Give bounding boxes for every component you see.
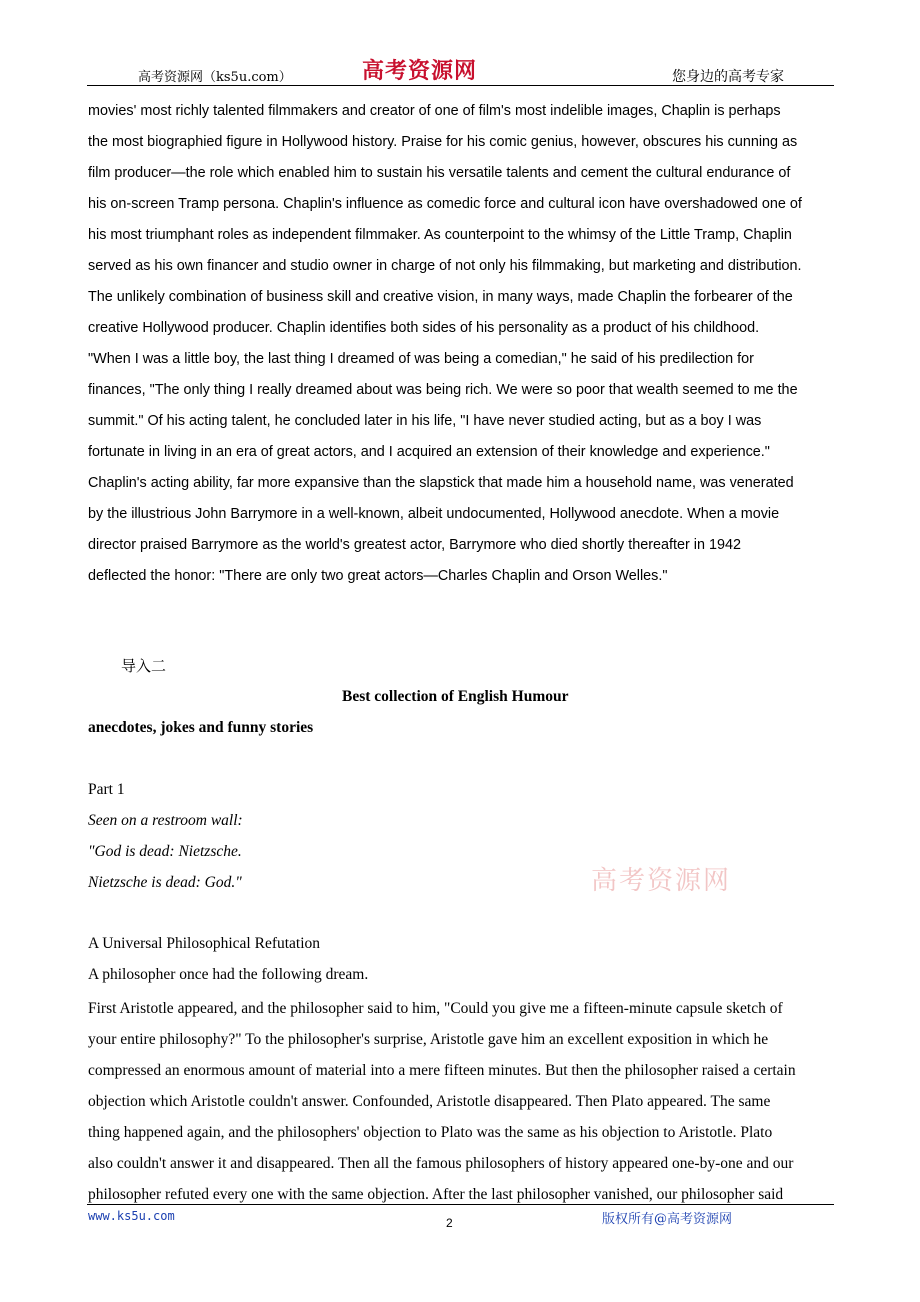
text-line: objection which Aristotle couldn't answer. Confounded, Aristotle disappeared. Then Plato appeared. The same bbox=[88, 1093, 771, 1110]
story-title: A Universal Philosophical Refutation bbox=[88, 935, 321, 952]
footer-copyright: 版权所有@高考资源网 bbox=[602, 1212, 733, 1227]
text-line: "When I was a little boy, the last thing I dreamed of was being a comedian," he said of his predilection for bbox=[88, 351, 754, 367]
text-line: also couldn't answer it and disappeared. Then all the famous philosophers of history appeared one-by-one and our bbox=[88, 1155, 794, 1172]
text-line: philosopher refuted every one with the same objection. After the last philosopher vanished, our philosopher said bbox=[88, 1186, 784, 1203]
quote-line: Nietzsche is dead: God." bbox=[88, 874, 242, 891]
text-line: film producer—the role which enabled him to sustain his versatile talents and cement the cultural endurance of bbox=[88, 165, 791, 181]
header-slogan: 您身边的高考专家 bbox=[672, 69, 784, 85]
intro-paragraph bbox=[88, 96, 840, 592]
text-line: your entire philosophy?" To the philosopher's surprise, Aristotle gave him an excellent exposition in which he bbox=[88, 1031, 769, 1048]
text-line: finances, "The only thing I really dreamed about was being rich. We were so poor that wealth seemed to me the bbox=[88, 382, 798, 398]
header-site-name: 高考资源网（ks5u.com） bbox=[138, 70, 292, 85]
page-number: 2 bbox=[446, 1216, 453, 1230]
text-line: his most triumphant roles as independent filmmaker. As counterpoint to the whimsy of the Little Tramp, Chaplin bbox=[88, 227, 792, 243]
watermark: 高考资源网 bbox=[591, 866, 732, 896]
text-line: served as his own financer and studio owner in charge of not only his filmmaking, but marketing and distribution. bbox=[88, 258, 802, 274]
section-label: 导入二 bbox=[121, 657, 167, 675]
section-title: Best collection of English Humour bbox=[342, 688, 569, 705]
text-line: deflected the honor: "There are only two great actors—Charles Chaplin and Orson Welles." bbox=[88, 568, 668, 584]
text-line: movies' most richly talented filmmakers and creator of one of film's most indelible images, Chaplin is perhaps bbox=[88, 103, 781, 119]
text-line: The unlikely combination of business skill and creative vision, in many ways, made Chaplin the forbearer of the bbox=[88, 289, 793, 305]
section-subtitle: anecdotes, jokes and funny stories bbox=[88, 719, 314, 736]
text-line: director praised Barrymore as the world's greatest actor, Barrymore who died shortly thereafter in 1942 bbox=[88, 537, 742, 553]
text-line: creative Hollywood producer. Chaplin identifies both sides of his personality as a product of his childhood. bbox=[88, 320, 760, 336]
text-line: by the illustrious John Barrymore in a well-known, albeit undocumented, Hollywood anecdote. When a movie bbox=[88, 506, 780, 522]
story-intro: A philosopher once had the following dream. bbox=[88, 966, 369, 983]
part-label: Part 1 bbox=[88, 781, 125, 798]
footer-website-link[interactable]: www.ks5u.com bbox=[88, 1209, 175, 1223]
text-line: compressed an enormous amount of material into a mere fifteen minutes. But then the philosopher raised a certain bbox=[88, 1062, 796, 1079]
quote-line: "God is dead: Nietzsche. bbox=[88, 843, 242, 860]
footer-divider bbox=[87, 1204, 834, 1205]
text-line: Chaplin's acting ability, far more expansive than the slapstick that made him a household name, was venerated bbox=[88, 475, 794, 491]
story-paragraph bbox=[88, 993, 833, 1210]
header-divider bbox=[87, 85, 834, 86]
text-line: fortunate in living in an era of great actors, and I acquired an extension of their knowledge and experience." bbox=[88, 444, 770, 460]
text-line: First Aristotle appeared, and the philosopher said to him, "Could you give me a fifteen-minute capsule sketch of bbox=[88, 1000, 783, 1017]
text-line: summit." Of his acting talent, he concluded later in his life, "I have never studied acting, but as a boy I was bbox=[88, 413, 762, 429]
text-line: his on-screen Tramp persona. Chaplin's influence as comedic force and cultural icon have overshadowed one of bbox=[88, 196, 802, 212]
text-line: the most biographied figure in Hollywood history. Praise for his comic genius, however, obscures his cunning as bbox=[88, 134, 798, 150]
text-line: thing happened again, and the philosophers' objection to Plato was the same as his objection to Aristotle. Plato bbox=[88, 1124, 773, 1141]
header-logo: 高考资源网 bbox=[362, 58, 478, 84]
quote-line: Seen on a restroom wall: bbox=[88, 812, 243, 829]
